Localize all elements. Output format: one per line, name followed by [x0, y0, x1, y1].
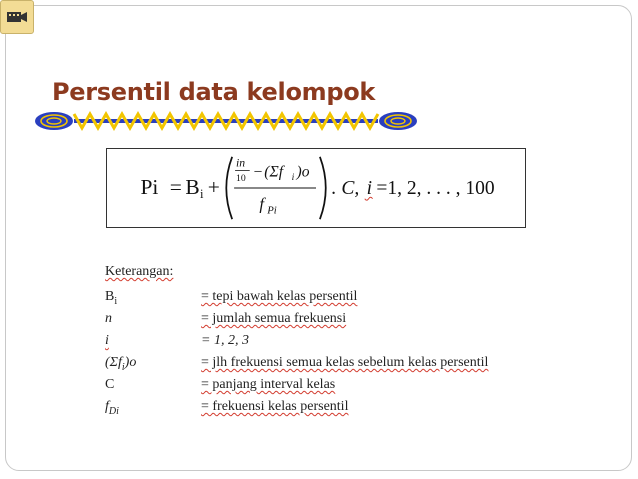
formula-den-sub: Pi: [267, 204, 277, 217]
svg-text:Pi: [141, 175, 159, 199]
formula-num-sum-sub: i: [291, 172, 295, 184]
formula-num-close: )o: [296, 163, 310, 181]
formula-box: [106, 148, 526, 228]
film-camera-icon: [6, 10, 28, 24]
note-row-i: i = 1, 2, 3: [105, 333, 249, 348]
decorative-ribbon: [34, 110, 418, 132]
formula-num-10: 10: [236, 173, 246, 185]
formula-tail-range: =1, 2, . . . , 100: [376, 177, 495, 199]
formula-b-sub: i: [199, 186, 204, 201]
page-title: Persentil data kelompok: [52, 78, 376, 106]
formula-eq: =: [169, 174, 182, 199]
formula-lhs: Pi: [140, 174, 159, 199]
formula-tail-i: i: [366, 177, 373, 199]
formula-tail-c: . C,: [331, 177, 360, 199]
note-row-sum: $(\Sigma f_i)o$ = jlh frekuensi semua kelas sebelum kelas persentil: [105, 355, 489, 373]
formula-b: B: [185, 174, 200, 199]
formula-plus: +: [207, 174, 220, 199]
formula-num-sum: (Σf: [264, 163, 284, 181]
notes-heading: Keterangan:: [105, 264, 174, 279]
formula-num-in: in: [236, 156, 246, 170]
note-row-n: n = jumlah semua frekuensi: [105, 311, 347, 326]
note-row-c: C = panjang interval kelas: [105, 377, 336, 392]
formula-num-minus: −: [253, 163, 263, 181]
note-row-bi: $B_i$ = tepi bawah kelas persentil: [105, 289, 358, 307]
note-row-fdi: $f_{Di}$ = frekuensi kelas persentil: [105, 399, 349, 417]
slide-corner-tab: [0, 0, 34, 34]
percentile-formula: [107, 149, 525, 227]
formula-den-f: f: [259, 194, 265, 214]
